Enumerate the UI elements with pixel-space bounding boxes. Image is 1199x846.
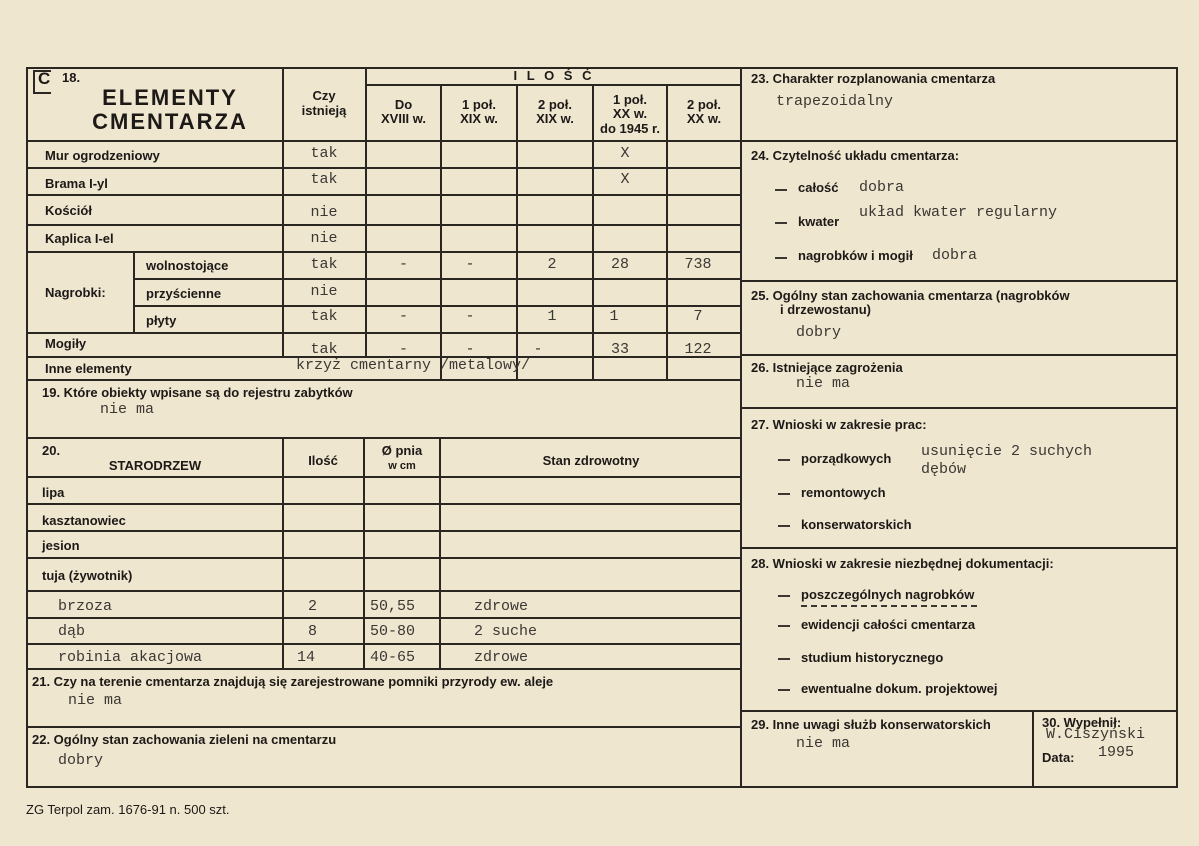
section-18-number: 18. [62, 70, 81, 85]
documentation-item: poszczególnych nagrobków [801, 587, 975, 602]
count-column-header: Ilość [308, 453, 338, 468]
form-title-line2: CMENTARZA [92, 109, 248, 134]
tree-name: tuja (żywotnik) [42, 568, 133, 583]
period-header-2: 1 poł. XIX w. [460, 97, 498, 127]
period-header-3: 2 poł. XIX w. [536, 97, 574, 127]
kwater-label: kwater [798, 214, 840, 229]
section-23-label: 23. Charakter rozplanowania cmentarza [751, 71, 996, 86]
plyty-period-3: 1 [547, 308, 557, 325]
plyty-period-4: 1 [609, 308, 619, 325]
row-label-kosciol: Kościół [45, 203, 92, 218]
plyty-period-1: - [398, 308, 408, 325]
form-title-line1: ELEMENTY [102, 85, 238, 110]
tree-health: zdrowe [474, 598, 529, 615]
calosc-label: całość [798, 180, 839, 195]
quantity-heading: I L O Ś Ć [513, 68, 595, 83]
section-20-number: 20. [42, 443, 61, 458]
mogily-period-3: - [533, 341, 543, 358]
exists-value-mur: tak [310, 145, 338, 162]
wolnostojace-period-5: 738 [684, 256, 712, 273]
brama-period-4: X [620, 171, 630, 188]
section-26-value: nie ma [796, 375, 851, 392]
tree-diameter: 40-65 [370, 649, 416, 666]
tree-count: 8 [308, 623, 318, 640]
section-29-value: nie ma [796, 735, 851, 752]
tree-health: 2 suche [474, 623, 538, 640]
row-label-inne: Inne elementy [45, 361, 132, 376]
section-22-label: 22. Ogólny stan zachowania zieleni na cmentarzu [32, 732, 337, 747]
mogily-period-5: 122 [684, 341, 712, 358]
wolnostojace-period-4: 28 [610, 256, 629, 273]
wolnostojace-period-3: 2 [547, 256, 557, 273]
section-30-label: 30. Wypełnił: [1042, 715, 1122, 730]
exists-value-brama: tak [310, 171, 338, 188]
konserwatorskich-label: konserwatorskich [801, 517, 912, 532]
period-header-4: 1 poł. XX w. do 1945 r. [600, 92, 660, 136]
inne-elementy-value: krzyż cmentarny /metalowy/ [296, 357, 531, 374]
tree-name: dąb [58, 623, 86, 640]
period-header-5: 2 poł. XX w. [686, 97, 722, 127]
nagrobkow-value: dobra [932, 247, 978, 264]
tree-name: kasztanowiec [42, 513, 126, 528]
row-label-kaplica: Kaplica I-el [45, 231, 114, 246]
nagrobkow-label: nagrobków i mogił [798, 248, 913, 263]
date-label: Data: [1042, 750, 1075, 765]
porzadkowych-label: porządkowych [801, 451, 892, 466]
section-29-label: 29. Inne uwagi służb konserwatorskich [751, 717, 991, 732]
exists-value-mogily: tak [310, 341, 338, 358]
tree-name: robinia akacjowa [58, 649, 203, 666]
diameter-column-header: Ø pnia w cm [381, 443, 423, 473]
plyty-period-2: - [465, 308, 475, 325]
exists-header-line2: istnieją [301, 103, 347, 118]
porzadkowych-value-line2: dębów [921, 461, 967, 478]
section-21-label: 21. Czy na terenie cmentarza znajdują się zarejestrowane pomniki przyrody ew. aleje [32, 674, 554, 689]
section-24-label: 24. Czytelność układu cmentarza: [751, 148, 960, 163]
section-19-value: nie ma [100, 401, 155, 418]
section-25-label-line1: 25. Ogólny stan zachowania cmentarza (nagrobków [751, 288, 1070, 303]
exists-value-plyty: tak [310, 308, 338, 325]
section-25-value: dobry [796, 324, 842, 341]
mogily-period-2: - [465, 341, 475, 358]
wolnostojace-period-1: - [398, 256, 408, 273]
tree-name: jesion [42, 538, 80, 553]
section-27-label: 27. Wnioski w zakresie prac: [751, 417, 927, 432]
calosc-value: dobra [859, 179, 905, 196]
exists-value-kosciol: nie [310, 204, 338, 221]
tree-column-header: STARODRZEW [108, 458, 202, 473]
section-23-value: trapezoidalny [776, 93, 894, 110]
tree-health: zdrowe [474, 649, 529, 666]
section-28-label: 28. Wnioski w zakresie niezbędnej dokumentacji: [751, 556, 1054, 571]
remontowych-label: remontowych [801, 485, 886, 500]
documentation-item: ewentualne dokum. projektowej [801, 681, 998, 696]
section-26-label: 26. Istniejące zagrożenia [751, 360, 903, 375]
c-mark-letter: C [38, 69, 51, 88]
row-label-nagrobki: Nagrobki: [45, 285, 106, 300]
mur-period-4: X [620, 145, 630, 162]
date-value: 1995 [1098, 744, 1135, 761]
tree-count: 2 [308, 598, 318, 615]
row-label-wolnostojace: wolnostojące [146, 258, 229, 273]
tree-diameter: 50-80 [370, 623, 416, 640]
tree-name: lipa [42, 485, 65, 500]
row-label-przyscienne: przyścienne [146, 286, 222, 301]
section-22-value: dobry [58, 752, 104, 769]
exists-value-kaplica: nie [310, 230, 338, 247]
tree-diameter: 50,55 [370, 598, 416, 615]
period-header-1: Do XVIII w. [380, 97, 427, 127]
row-label-mogily: Mogiły [45, 336, 87, 351]
section-19-label: 19. Które obiekty wpisane są do rejestru zabytków [42, 385, 353, 400]
exists-value-wolnostojace: tak [310, 256, 338, 273]
tree-name: brzoza [58, 598, 113, 615]
documentation-item: studium historycznego [801, 650, 944, 665]
mogily-period-1: - [398, 341, 408, 358]
row-label-plyty: płyty [146, 313, 177, 328]
wolnostojace-period-2: - [465, 256, 475, 273]
documentation-item: ewidencji całości cmentarza [801, 617, 976, 632]
row-label-mur: Mur ogrodzeniowy [45, 148, 160, 163]
exists-value-przyscienne: nie [310, 283, 338, 300]
filled-by-name: W.Ciszyński [1046, 726, 1146, 743]
health-column-header: Stan zdrowotny [542, 453, 640, 468]
porzadkowych-value-line1: usunięcie 2 suchych [921, 443, 1093, 460]
underline-dashed [801, 605, 977, 607]
kwater-value: układ kwater regularny [859, 204, 1058, 221]
exists-header-line1: Czy [312, 88, 336, 103]
section-25-label-line2: i drzewostanu) [780, 302, 872, 317]
row-label-brama: Brama I-yl [45, 176, 108, 191]
printer-footer: ZG Terpol zam. 1676-91 n. 500 szt. [26, 802, 230, 817]
tree-count: 14 [297, 649, 316, 666]
plyty-period-5: 7 [693, 308, 703, 325]
section-21-value: nie ma [68, 692, 123, 709]
mogily-period-4: 33 [610, 341, 629, 358]
